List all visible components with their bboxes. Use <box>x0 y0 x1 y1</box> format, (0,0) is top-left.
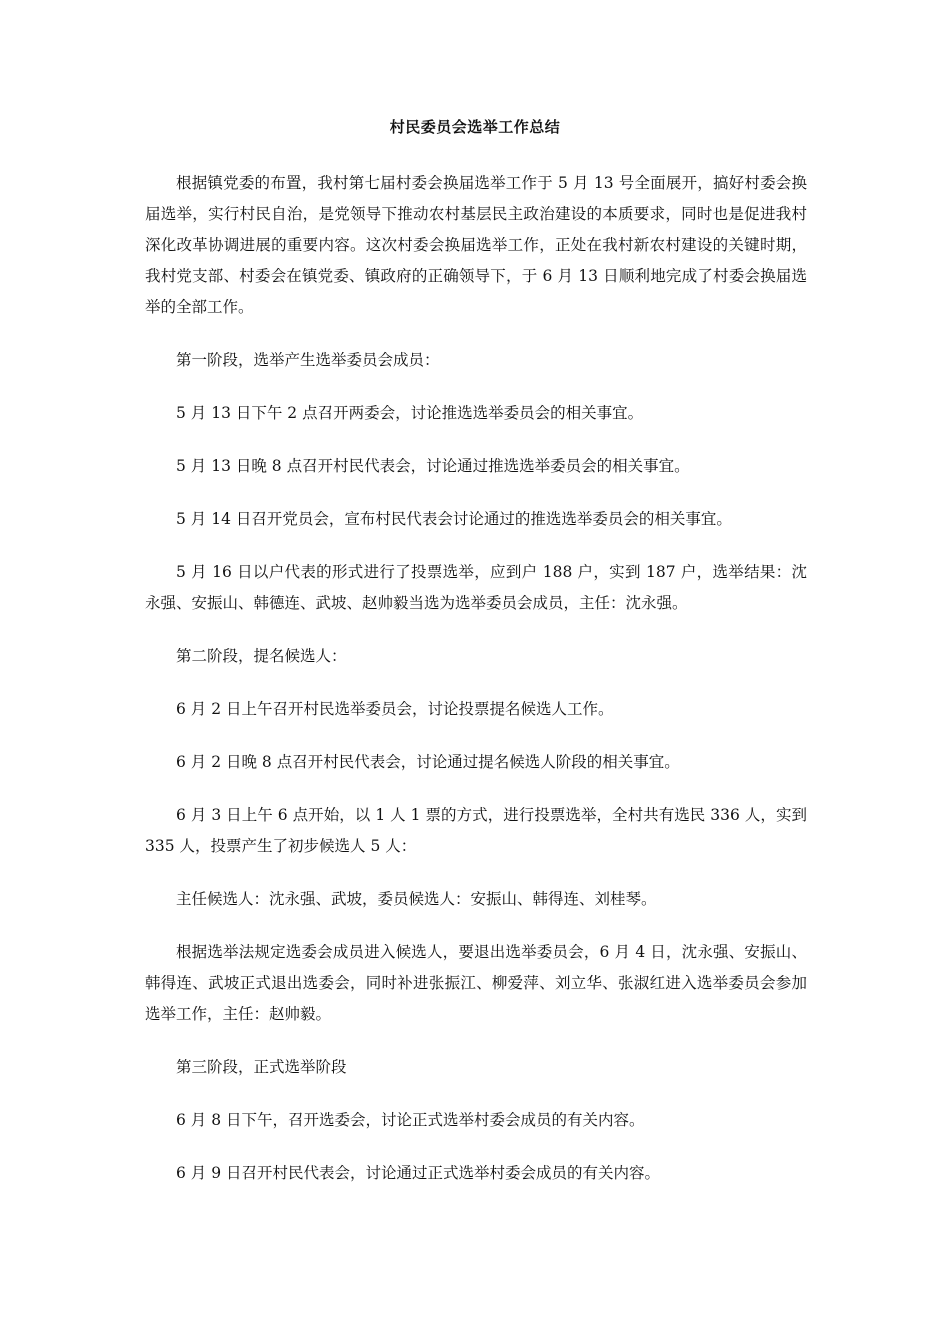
paragraph-stage-three-heading: 第三阶段，正式选举阶段 <box>176 1058 347 1076</box>
paragraph-may-16: 5 月 16 日以户代表的形式进行了投票选举，应到户 188 户，实到 187 户，选举结果：沈永强、安振山、韩德连、武坡、赵帅毅当选为选举委员会成员，主任：沈永强。 <box>145 563 807 612</box>
paragraph-june-8: 6 月 8 日下午，召开选委会，讨论正式选举村委会成员的有关内容。 <box>176 1111 645 1129</box>
paragraph-committee-change: 根据选举法规定选委会成员进入候选人，要退出选举委员会，6 月 4 日，沈永强、安振山、韩得连、武坡正式退出选委会，同时补进张振江、柳爱萍、刘立华、张淑红进入选举委员会参加选举工作，主任：赵帅毅。 <box>145 943 807 1023</box>
document-title: 村民委员会选举工作总结 <box>389 118 561 136</box>
document-body <box>145 168 812 1189</box>
paragraph-june-2-morning: 6 月 2 日上午召开村民选举委员会，讨论投票提名候选人工作。 <box>176 700 614 718</box>
paragraph-june-2-evening: 6 月 2 日晚 8 点召开村民代表会，讨论通过提名候选人阶段的相关事宜。 <box>176 753 680 771</box>
paragraph-may-14: 5 月 14 日召开党员会，宣布村民代表会讨论通过的推选选举委员会的相关事宜。 <box>176 510 732 528</box>
paragraph-may-13-afternoon: 5 月 13 日下午 2 点召开两委会，讨论推选选举委员会的相关事宜。 <box>176 404 644 422</box>
paragraph-june-9: 6 月 9 日召开村民代表会，讨论通过正式选举村委会成员的有关内容。 <box>176 1164 661 1182</box>
paragraph-candidates: 主任候选人：沈永强、武坡，委员候选人：安振山、韩得连、刘桂琴。 <box>176 890 657 908</box>
paragraph-may-13-evening: 5 月 13 日晚 8 点召开村民代表会，讨论通过推选选举委员会的相关事宜。 <box>176 457 690 475</box>
paragraph-june-3: 6 月 3 日上午 6 点开始，以 1 人 1 票的方式，进行投票选举，全村共有选民 336 人，实到 335 人，投票产生了初步候选人 5 人： <box>145 806 812 855</box>
paragraph-stage-one-heading: 第一阶段，选举产生选举委员会成员： <box>176 351 440 369</box>
paragraph-intro: 根据镇党委的布置，我村第七届村委会换届选举工作于 5 月 13 号全面展开，搞好村委会换届选举，实行村民自治，是党领导下推动农村基层民主政治建设的本质要求，同时也是促进我村深化改革协调进展的重要内容。这次村委会换届选举工作，正处在我村新农村建设的关键时期，我村党支部、村委会在镇党委、镇政府的正确领导下，于 6 月 13 日顺利地完成了村委会换届选举的全部工作。 <box>145 174 807 316</box>
paragraph-stage-two-heading: 第二阶段，提名候选人： <box>176 647 347 665</box>
